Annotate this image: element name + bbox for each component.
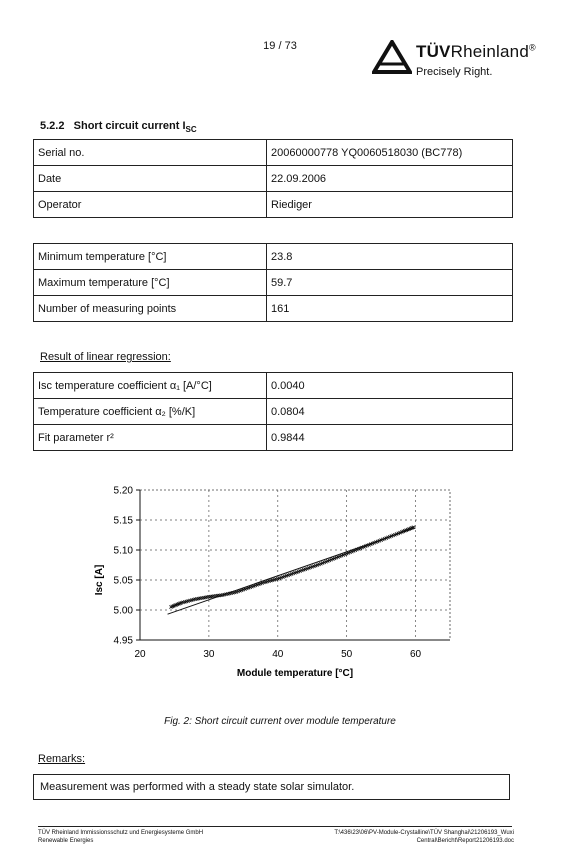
row-label: Isc temperature coefficient α₁ [A/°C] [34, 373, 267, 399]
footer-file: Central\Bericht\Report21206193.doc [416, 838, 514, 844]
remarks-heading: Remarks: [38, 753, 86, 765]
y-tick-label: 5.20 [113, 485, 133, 497]
y-tick-label: 5.00 [113, 605, 133, 617]
table-row [34, 270, 513, 296]
table-row [34, 140, 513, 166]
remarks-box: Measurement was performed with a steady state solar simulator. [33, 774, 510, 800]
row-value: Riediger [267, 192, 513, 218]
y-tick-label: 5.05 [113, 575, 133, 587]
x-tick-label: 30 [203, 649, 215, 660]
table-row [34, 399, 513, 425]
row-value: 22.09.2006 [267, 166, 513, 192]
table-row [34, 296, 513, 322]
x-axis-label: Module temperature [°C] [236, 668, 354, 679]
table-row [34, 373, 513, 399]
table-row [34, 425, 513, 451]
x-tick-label: 40 [272, 649, 284, 660]
y-tick-label: 4.95 [113, 635, 133, 647]
row-label: Temperature coefficient α₂ [%/K] [34, 399, 267, 425]
regression-heading: Result of linear regression: [40, 351, 171, 363]
page-number: 19 / 73 [263, 40, 297, 52]
footer-division: Renewable Energies [38, 838, 94, 844]
x-tick-label: 20 [134, 649, 146, 660]
brand-tagline: Precisely Right. [416, 66, 493, 78]
regression-table [33, 372, 513, 451]
figure-caption: Fig. 2: Short circuit current over module temperature [164, 716, 396, 727]
footer-divider [38, 826, 512, 827]
measurement-table [33, 243, 513, 322]
x-tick-label: 50 [341, 649, 353, 660]
y-tick-label: 5.15 [113, 515, 133, 527]
footer-company: TÜV Rheinland Immissionsschutz und Energiesysteme GmbH [38, 830, 204, 836]
info-table [33, 139, 513, 218]
row-value: 23.8 [267, 244, 513, 270]
footer-left [38, 829, 203, 845]
y-tick-label: 5.10 [113, 545, 133, 557]
row-label: Number of measuring points [34, 296, 267, 322]
section-title: 5.2.2 Short circuit current $I_{SC}$ [40, 120, 197, 135]
isc-temperature-chart [88, 480, 468, 685]
table-row [34, 244, 513, 270]
row-value: 20060000778 YQ0060518030 (BC778) [267, 140, 513, 166]
footer-right [318, 829, 514, 845]
plot-frame [140, 490, 450, 640]
row-label: Serial no. [34, 140, 267, 166]
tuv-logo [372, 36, 572, 84]
row-value: 0.9844 [267, 425, 513, 451]
row-label: Date [34, 166, 267, 192]
row-label: Maximum temperature [°C] [34, 270, 267, 296]
table-row [34, 192, 513, 218]
row-value: 59.7 [267, 270, 513, 296]
row-label: Fit parameter r² [34, 425, 267, 451]
row-value: 161 [267, 296, 513, 322]
row-label: Minimum temperature [°C] [34, 244, 267, 270]
row-value: 0.0040 [267, 373, 513, 399]
tuv-triangle-icon [372, 40, 412, 74]
row-label: Operator [34, 192, 267, 218]
row-value: 0.0804 [267, 399, 513, 425]
footer-path: T:\436\23\06\PV-Module-Crystalline\TÜV Shanghai\21206193_Wuxi [334, 830, 514, 836]
x-tick-label: 60 [409, 649, 422, 660]
y-axis-label: Isc [A] [94, 564, 105, 596]
table-row [34, 166, 513, 192]
brand-name: TÜVRheinland® [416, 42, 536, 61]
